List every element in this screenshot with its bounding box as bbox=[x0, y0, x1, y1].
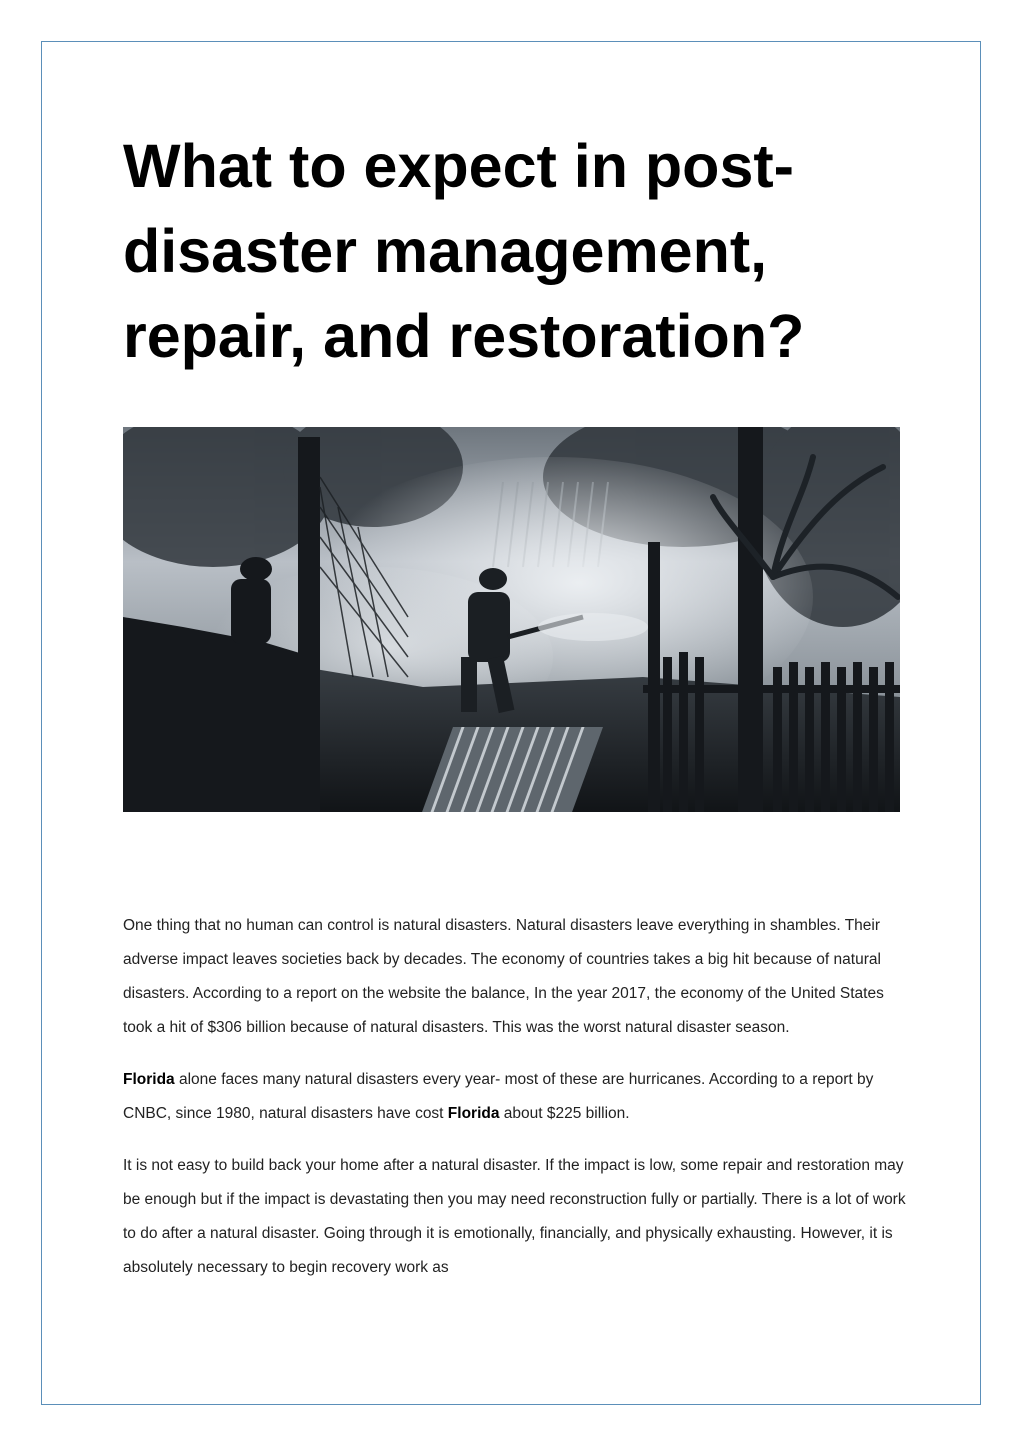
paragraph-1: One thing that no human can control is natural disasters. Natural disasters leave everything in shambles. Their adverse impact leaves societies back by decades. The economy of countries takes a big hit because of natural disasters. According to a report on the website the balance, In the year 2017, the economy of the United States took a hit of $306 billion because of natural disasters. This was the worst natural disaster season. bbox=[123, 917, 884, 1036]
florida-bold-1: Florida bbox=[123, 1071, 175, 1088]
article-title: What to expect in post-disaster management, repair, and restoration? bbox=[123, 132, 805, 370]
firefighters-smoke-photo bbox=[123, 427, 900, 812]
paragraph-3: It is not easy to build back your home after a natural disaster. If the impact is low, some repair and restoration may be enough but if the impact is devastating then you may need reconstruction fully or partially. There is a lot of work to do after a natural disaster. Going through it is emotionally, financially, and physically exhausting. However, it is absolutely necessary to begin recovery work as bbox=[123, 1157, 906, 1276]
paragraph-2 bbox=[123, 1063, 908, 1131]
paragraph-2-text-1: alone faces many natural disasters every year- most of these are hurricanes. According to a report by CNBC, since 1980, natural disasters have cost bbox=[123, 1071, 874, 1122]
article-hero-image bbox=[123, 427, 900, 812]
article-body bbox=[123, 909, 908, 1303]
florida-bold-2: Florida bbox=[447, 1105, 500, 1122]
paragraph-2-text-2: about $225 billion. bbox=[499, 1105, 630, 1122]
